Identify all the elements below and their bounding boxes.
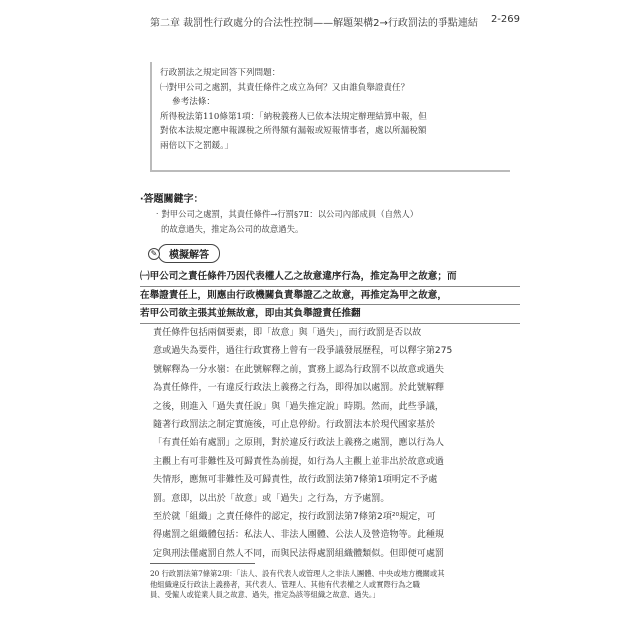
question-line: 兩倍以下之罰鍰。」 — [160, 140, 234, 151]
model-answer-tag — [148, 244, 220, 263]
body-line: 號解釋為一分水嶺：在此號解釋之前，實務上認為行政罰不以故意或過失 — [153, 364, 445, 375]
question-line: 參考法條： — [172, 97, 215, 107]
body-line: 「有責任始有處罰」之原則，對於違反行政法上義務之處罰，應以行為人 — [153, 438, 445, 449]
keyword-line: 的故意過失，推定為公司的故意過失。 — [161, 223, 304, 234]
body-line: 失情形，應無可非難性及可歸責性，故行政罰法第7條第1項明定不予處 — [153, 475, 438, 486]
model-answer-label: 模擬解答 — [158, 244, 220, 263]
question-line: 所得稅法第110條第1項：「納稅義務人已依本法規定辦理結算申報，但 — [160, 111, 427, 122]
answer-heading — [140, 268, 520, 324]
pen-icon: ✎ — [148, 248, 160, 260]
body-line: 主觀上有可非難性及可歸責性為前提，如行為人主觀上並非出於故意或過 — [153, 456, 445, 467]
footnote-line: 20 行政罰法第7條第2項：「法人、設有代表人或管理人之非法人團體、中央或地方機關或其 — [150, 569, 445, 578]
footnote-line: 他組織違反行政法上義務者，其代表人、管理人、其他有代表權之人或實際行為之職 — [150, 579, 420, 589]
body-line: 罰。意即，以出於「故意」或「過失」之行為，方予處罰。 — [153, 493, 390, 504]
body-line: 定與刑法僅處罰自然人不同，而與民法得處罰組織體類似。但即便可處罰 — [153, 548, 445, 559]
page-number: 2-269 — [490, 14, 520, 25]
heading-line: 若甲公司欲主張其並無故意，即由其負舉證責任推翻 — [140, 305, 520, 324]
question-line: 行政罰法之規定回答下列問題： — [160, 68, 281, 78]
question-box — [150, 62, 510, 172]
body-line: 至於就「組織」之責任條件的認定，按行政罰法第7條第2項²⁰規定，可 — [153, 512, 436, 523]
footnote-line: 員、受僱人或從業人員之故意、過失，推定為該等組織之故意、過失。」 — [150, 590, 380, 599]
answer-body — [153, 324, 518, 563]
footnote — [150, 569, 520, 601]
body-line: 之後，則進入「過失責任說」與「過失推定說」時期。然而，此些爭議， — [153, 401, 445, 412]
body-line: 責任條件包括兩個要素，即「故意」與「過失」，而行政罰是否以故 — [153, 328, 422, 338]
running-header — [150, 14, 520, 29]
keyword-line: ‧對甲公司之處罰，其責任條件→行罰§7Ⅱ：以公司內部成員（自然人） — [153, 209, 419, 219]
body-line: 得處罰之組織體包括：私法人、非法人團體、公法人及營造物等。此種規 — [153, 530, 445, 541]
heading-line: 在舉證責任上，則應由行政機關負責舉證乙之故意，再推定為甲之故意， — [140, 287, 520, 306]
body-line: 意或過失為要件，過往行政實務上曾有一段爭議發展歷程，可以釋字第275 — [153, 346, 453, 357]
body-line: 為責任條件，一有違反行政法上義務之行為，即得加以處罰。於此號解釋 — [153, 383, 445, 394]
question-line: ㈠對甲公司之處罰，其責任條件之成立為何？又由誰負舉證責任？ — [160, 82, 410, 93]
body-line: 隨著行政罰法之制定實施後，可止息停紛。行政罰法本於現代國家基於 — [153, 420, 435, 431]
chapter-title: 第二章 裁罰性行政處分的合法性控制——解題架構2→行政罰法的爭點連結 — [150, 18, 478, 29]
heading-line: ㈠甲公司之責任條件乃因代表權人乙之故意違序行為，推定為甲之故意；而 — [140, 268, 520, 287]
keywords-title: ‧答題關鍵字： — [140, 194, 204, 205]
question-line: 對依本法規定應申報課稅之所得額有漏報或短報情事者，處以所漏稅額 — [160, 126, 427, 136]
footnote-divider — [150, 563, 255, 564]
keywords-body — [153, 207, 518, 236]
